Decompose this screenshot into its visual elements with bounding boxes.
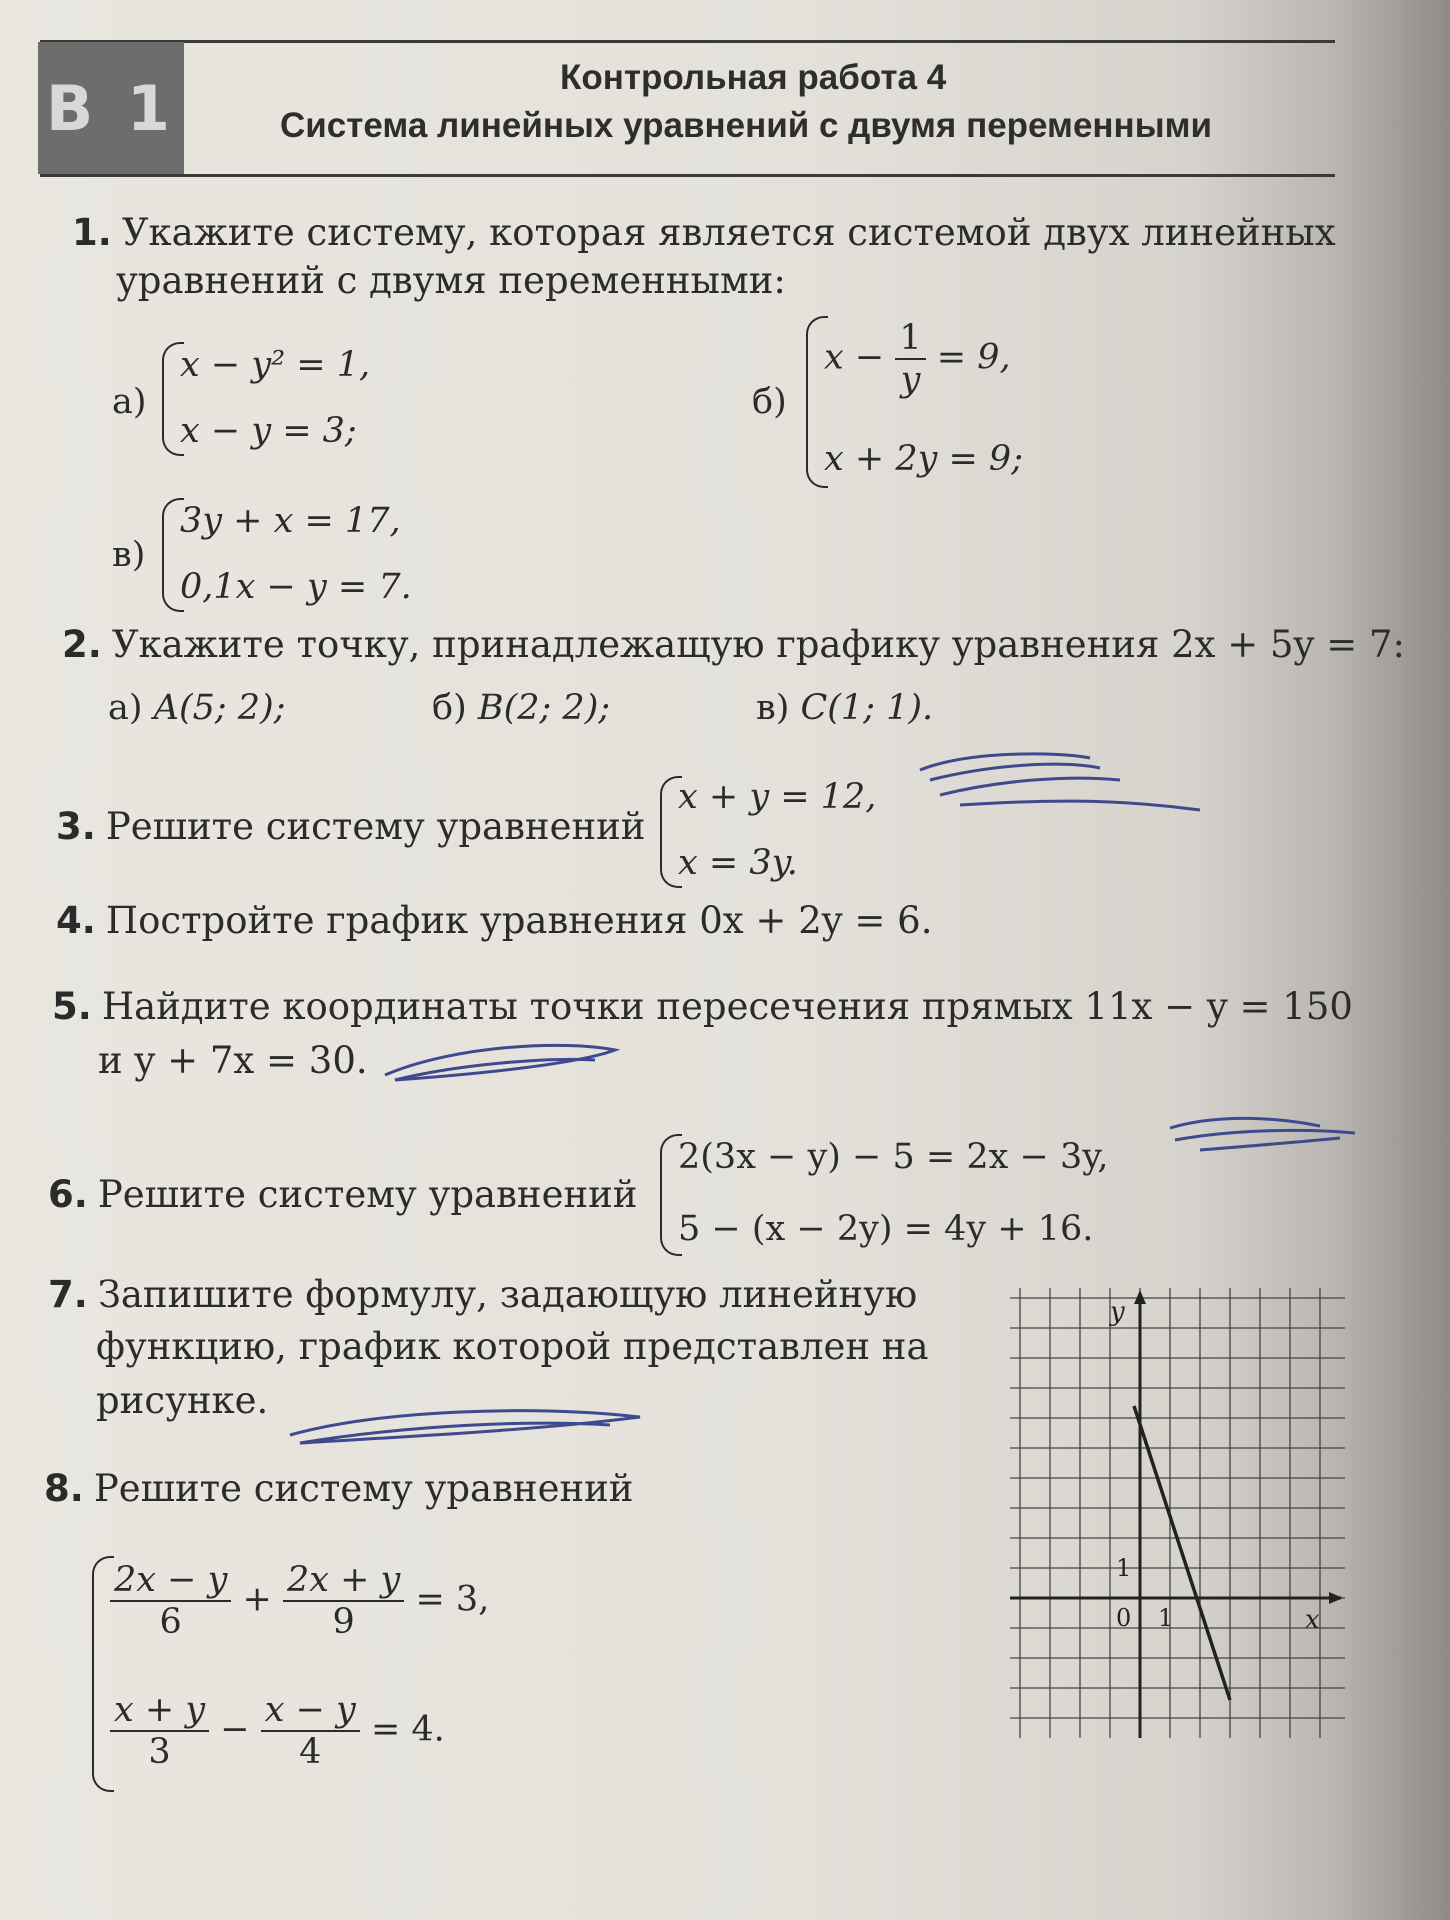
question-8 bbox=[44, 1466, 633, 1512]
operator: − bbox=[220, 1709, 250, 1750]
option-a-eq1: x − y² = 1, bbox=[180, 345, 371, 385]
pen-scribble bbox=[1160, 1108, 1360, 1168]
q8-eq1 bbox=[110, 1560, 489, 1642]
question-2 bbox=[62, 622, 1405, 668]
x-axis-arrow bbox=[1329, 1592, 1343, 1604]
question-5-line2: и y + 7x = 30. bbox=[98, 1039, 368, 1082]
question-7 bbox=[48, 1272, 917, 1318]
operator: + bbox=[242, 1579, 272, 1620]
option-b-label: б) bbox=[752, 382, 787, 422]
variant-badge: В 1 bbox=[38, 42, 184, 174]
question-text: Укажите систему, которая является системой двух линейных bbox=[121, 211, 1336, 254]
question-3 bbox=[56, 804, 645, 850]
option-label: а) bbox=[108, 688, 143, 728]
denominator: 9 bbox=[332, 1602, 355, 1642]
eq-part: x − bbox=[824, 337, 885, 378]
question-number: 5. bbox=[52, 985, 92, 1028]
q6-eq1: 2(3x − y) − 5 = 2x − 3y, bbox=[678, 1137, 1109, 1177]
question-7-line2: функцию, график которой представлен на bbox=[96, 1325, 929, 1368]
denominator: 4 bbox=[299, 1732, 322, 1772]
rhs: = 3, bbox=[415, 1579, 490, 1620]
question-text: Решите систему уравнений bbox=[97, 1173, 638, 1216]
question-1-line2: уравнений с двумя переменными: bbox=[116, 259, 786, 302]
question-4 bbox=[56, 898, 932, 944]
function-graph bbox=[1010, 1288, 1345, 1738]
q2-option-c bbox=[756, 688, 933, 728]
option-label: в) bbox=[756, 688, 790, 728]
question-number: 1. bbox=[72, 211, 112, 254]
option-label: б) bbox=[432, 688, 467, 728]
q2-option-b bbox=[432, 688, 610, 728]
question-number: 2. bbox=[62, 623, 102, 666]
fraction bbox=[110, 1690, 209, 1772]
q3-eq1: x + y = 12, bbox=[678, 777, 877, 817]
denominator: 3 bbox=[148, 1732, 171, 1772]
unit-x-label: 1 bbox=[1158, 1604, 1174, 1632]
fraction bbox=[110, 1560, 231, 1642]
q3-eq2: x = 3y. bbox=[678, 843, 798, 883]
pen-scribble bbox=[910, 740, 1210, 840]
rhs: = 4. bbox=[370, 1709, 445, 1750]
question-number: 3. bbox=[56, 805, 96, 848]
eq-part: = 9, bbox=[936, 337, 1011, 378]
option-c-label: в) bbox=[112, 535, 146, 575]
option-value: A(5; 2); bbox=[153, 688, 286, 728]
option-a-label: а) bbox=[112, 382, 147, 422]
question-text: Решите систему уравнений bbox=[105, 805, 646, 848]
fraction bbox=[283, 1560, 404, 1642]
header-bottom-rule bbox=[40, 174, 1335, 177]
numerator: x − y bbox=[261, 1690, 360, 1732]
unit-y-label: 1 bbox=[1116, 1554, 1132, 1582]
question-6 bbox=[48, 1172, 637, 1218]
denominator: y bbox=[900, 360, 921, 400]
grid bbox=[1010, 1288, 1345, 1738]
numerator: 2x + y bbox=[283, 1560, 404, 1602]
fraction bbox=[261, 1690, 360, 1772]
function-line bbox=[1134, 1406, 1230, 1700]
x-axis-label: x bbox=[1305, 1605, 1320, 1635]
option-c-eq2: 0,1x − y = 7. bbox=[180, 567, 412, 607]
y-axis-label: y bbox=[1110, 1297, 1125, 1327]
option-b-eq2: x + 2y = 9; bbox=[824, 439, 1023, 479]
numerator: x + y bbox=[110, 1690, 209, 1732]
question-text: Постройте график уравнения 0x + 2y = 6. bbox=[105, 899, 933, 942]
option-c-eq1: 3y + x = 17, bbox=[180, 501, 401, 541]
question-text: Найдите координаты точки пересечения прямых 11x − y = 150 bbox=[101, 985, 1353, 1028]
header-top-rule bbox=[40, 40, 1335, 43]
page-subtitle: Система линейных уравнений с двумя переменными bbox=[280, 106, 1212, 145]
q2-option-a bbox=[108, 688, 286, 728]
page-title: Контрольная работа 4 bbox=[560, 58, 947, 97]
question-number: 4. bbox=[56, 899, 96, 942]
question-1 bbox=[72, 210, 1336, 256]
option-value: B(2; 2); bbox=[477, 688, 611, 728]
pen-scribble bbox=[280, 1395, 660, 1455]
question-number: 7. bbox=[48, 1273, 88, 1316]
question-5 bbox=[52, 984, 1353, 1030]
option-b-eq1 bbox=[824, 318, 1011, 400]
q6-eq2: 5 − (x − 2y) = 4y + 16. bbox=[678, 1209, 1094, 1249]
denominator: 6 bbox=[159, 1602, 182, 1642]
question-text: Укажите точку, принадлежащую графику уравнения 2x + 5y = 7: bbox=[111, 623, 1405, 666]
y-axis-arrow bbox=[1134, 1290, 1146, 1304]
q8-eq2 bbox=[110, 1690, 445, 1772]
fraction bbox=[895, 318, 925, 400]
question-7-line3: рисунке. bbox=[96, 1379, 269, 1422]
question-text: Запишите формулу, задающую линейную bbox=[97, 1273, 918, 1316]
option-a-eq2: x − y = 3; bbox=[180, 411, 357, 451]
numerator: 2x − y bbox=[110, 1560, 231, 1602]
question-number: 6. bbox=[48, 1173, 88, 1216]
option-value: C(1; 1). bbox=[800, 688, 934, 728]
numerator: 1 bbox=[895, 318, 925, 360]
question-number: 8. bbox=[44, 1467, 84, 1510]
question-text: Решите систему уравнений bbox=[93, 1467, 634, 1510]
pen-scribble bbox=[375, 1035, 635, 1095]
origin-label: 0 bbox=[1116, 1604, 1132, 1632]
